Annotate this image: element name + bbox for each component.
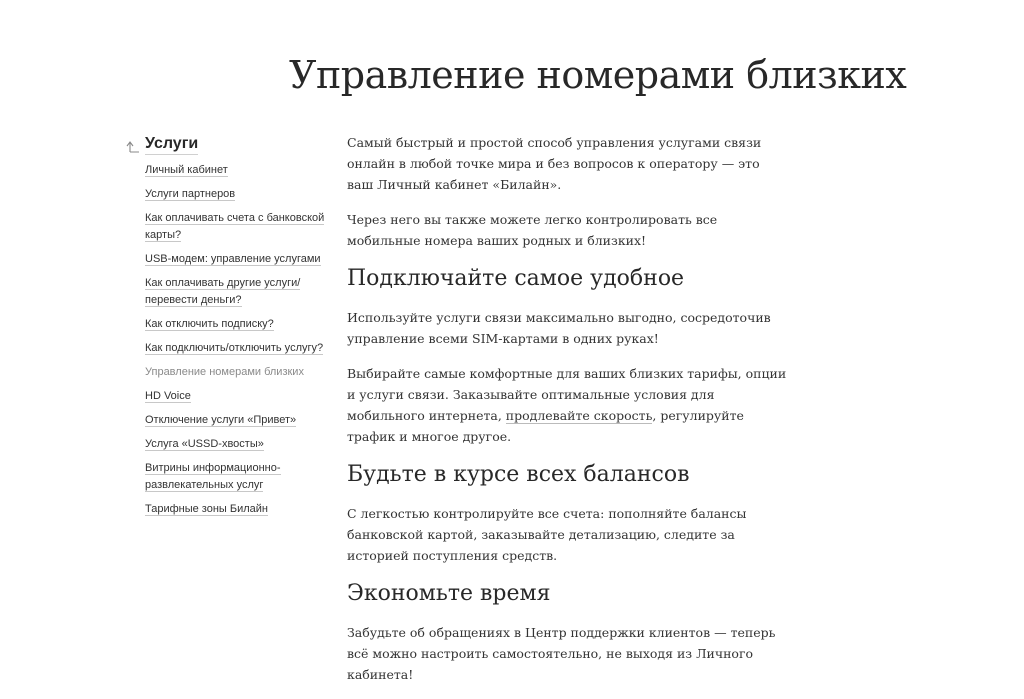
section-heading: Экономьте время bbox=[347, 581, 551, 606]
section-paragraph: С легкостью контролируйте все счета: пополняйте балансы банковской картой, заказывайте детализацию, следите за историей поступления средств. bbox=[347, 506, 747, 563]
sidebar-item[interactable] bbox=[145, 412, 326, 429]
sidebar-item[interactable] bbox=[145, 436, 326, 453]
sidebar-link-partner-services[interactable]: Услуги партнеров bbox=[145, 188, 236, 200]
sidebar-item-active bbox=[145, 364, 326, 381]
sidebar-link-showcases[interactable]: Витрины информационно-развлекательных услуг bbox=[145, 462, 281, 491]
sidebar-current-item: Управление номерами близких bbox=[145, 366, 304, 378]
sidebar-link-tariff-zones[interactable]: Тарифные зоны Билайн bbox=[145, 503, 269, 515]
sidebar-item[interactable] bbox=[145, 501, 326, 518]
sidebar-link-privet[interactable]: Отключение услуги «Привет» bbox=[145, 414, 297, 426]
sidebar-item[interactable] bbox=[145, 162, 326, 179]
sidebar-item[interactable] bbox=[145, 388, 326, 405]
sidebar-link-personal-account[interactable]: Личный кабинет bbox=[145, 164, 228, 176]
sidebar-link-hd-voice[interactable]: HD Voice bbox=[145, 390, 191, 402]
extend-speed-link[interactable]: продлевайте скорость bbox=[505, 408, 653, 423]
sidebar-link-pay-other[interactable]: Как оплачивать другие услуги/перевести деньги? bbox=[145, 277, 301, 306]
section-paragraph: Выбирайте самые комфортные для ваших близких тарифы, опции и услуги связи. Заказывайте оптимальные условия для мобильного интернета, продлевайте скорость, регулируйте трафик и многое другое. bbox=[347, 366, 787, 444]
sidebar-list bbox=[126, 162, 326, 518]
sidebar-item[interactable] bbox=[145, 275, 326, 309]
section-paragraph: Забудьте об обращениях в Центр поддержки клиентов — теперь всё можно настроить самостоятельно, не выходя из Личного кабинета! bbox=[347, 625, 776, 682]
sidebar-item[interactable] bbox=[145, 340, 326, 357]
sidebar-nav bbox=[126, 132, 326, 525]
intro-paragraph: Через него вы также можете легко контролировать все мобильные номера ваших родных и близких! bbox=[347, 212, 718, 248]
sidebar-item[interactable] bbox=[145, 460, 326, 494]
sidebar-item[interactable] bbox=[145, 210, 326, 244]
sidebar-item[interactable] bbox=[145, 316, 326, 333]
page-title: Управление номерами близких bbox=[289, 53, 907, 97]
section-paragraph: Используйте услуги связи максимально выгодно, сосредоточив управление всеми SIM-картами в одних руках! bbox=[347, 310, 771, 346]
sidebar-item[interactable] bbox=[145, 251, 326, 268]
sidebar-link-pay-bank-card[interactable]: Как оплачивать счета с банковской карты? bbox=[145, 212, 325, 241]
back-arrow-icon bbox=[126, 139, 140, 153]
sidebar-item[interactable] bbox=[145, 186, 326, 203]
section-heading: Будьте в курсе всех балансов bbox=[347, 462, 690, 487]
sidebar-link-unsubscribe[interactable]: Как отключить подписку? bbox=[145, 318, 274, 330]
section-heading: Подключайте самое удобное bbox=[347, 266, 685, 291]
sidebar-link-toggle-service[interactable]: Как подключить/отключить услугу? bbox=[145, 342, 324, 354]
intro-paragraph: Самый быстрый и простой способ управления услугами связи онлайн в любой точке мира и без вопросов к оператору — это ваш Личный кабинет «Билайн». bbox=[347, 135, 762, 192]
sidebar-link-usb-modem[interactable]: USB-модем: управление услугами bbox=[145, 253, 321, 265]
main-content bbox=[347, 132, 787, 699]
sidebar-back-link[interactable] bbox=[126, 132, 326, 156]
sidebar-title-link[interactable]: Услуги bbox=[145, 134, 198, 155]
sidebar-link-ussd[interactable]: Услуга «USSD-хвосты» bbox=[145, 438, 264, 450]
